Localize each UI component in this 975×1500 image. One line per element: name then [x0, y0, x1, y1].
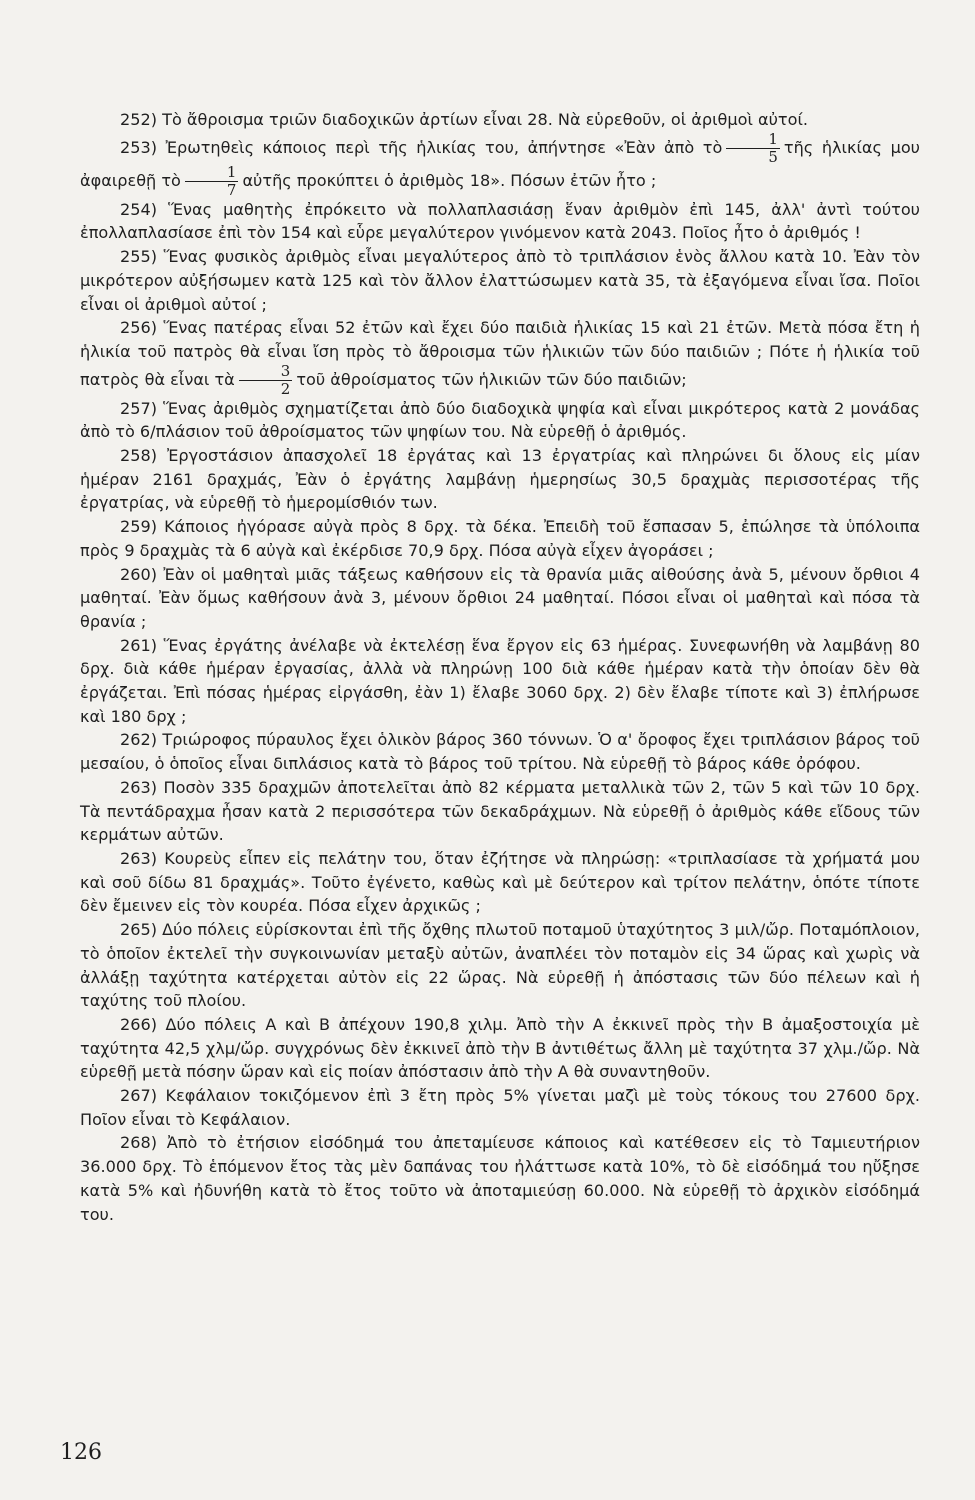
problem-258: 258) Ἐργοστάσιον ἀπασχολεῖ 18 ἐργάτας καὶ 13 ἐργατρίας καὶ πληρώνει δι ὅλους εἰς μίαν ἡμέραν 2161 δραχμάς, Ἐὰν ὁ ἐργάτης λαμβάνῃ ἡμερησίως 30,5 δραχμὰς περισσοτέρας τῆς ἐργατρίας, νὰ εὑρεθῇ τὸ ἡμερομίσθιόν των. [80, 446, 920, 513]
fraction-numerator: 1 [185, 165, 239, 182]
problem-267: 267) Κεφάλαιον τοκιζόμενον ἐπὶ 3 ἔτη πρὸς 5% γίνεται μαζὶ μὲ τοὺς τόκους του 27600 δρχ. Ποῖον εἶναι τὸ Κεφάλαιον. [80, 1086, 920, 1129]
fraction-numerator: 1 [726, 132, 780, 149]
problem-252: 252) Τὸ ἄθροισμα τριῶν διαδοχικῶν ἀρτίων εἶναι 28. Νὰ εὑρεθοῦν, οἱ ἀριθμοὶ αὐτοί. [120, 110, 809, 129]
problem-list [80, 108, 920, 1226]
problem-256 [80, 316, 920, 396]
fraction-denominator: 5 [768, 147, 778, 166]
page-number: 126 [60, 1440, 102, 1465]
problem-253 [80, 129, 920, 199]
fraction-one-fifth [726, 129, 780, 166]
problem-266: 266) Δύο πόλεις Α καὶ Β ἀπέχουν 190,8 χιλμ. Ἀπὸ τὴν Α ἐκκινεῖ πρὸς τὴν Β ἀμαξοστοιχία μὲ ταχύτητα 42,5 χλμ/ὤρ. συγχρόνως δὲν ἐκκινεῖ ἀπὸ τὴν Β ἀντιθέτως ἄλλη μὲ ταχύτητα 37 χλμ./ὤρ. Νὰ εὑρεθῇ μετὰ πόσην ὥραν καὶ εἰς ποίαν ἀπόστασιν ἀπὸ τὴν Α θὰ συναντηθοῦν. [80, 1014, 920, 1082]
problem-263a: 263) Ποσὸν 335 δραχμῶν ἀποτελεῖται ἀπὸ 82 κέρματα μεταλλικὰ τῶν 2, τῶν 5 καὶ τῶν 10 δρχ. Τὰ πεντάδραχμα ἦσαν κατὰ 2 περισσότερα τῶν δεκαδράχμων. Νὰ εὑρεθῇ ὁ ἀριθμὸς κάθε εἴδους τῶν κερμάτων αὐτῶν. [80, 777, 920, 845]
fraction-three-halves [239, 361, 293, 398]
problem-265: 265) Δύο πόλεις εὑρίσκονται ἐπὶ τῆς ὄχθης πλωτοῦ ποταμοῦ ὑταχύτητος 3 μιλ/ὤρ. Ποταμόπλοιον, τὸ ὁποῖον ἐκτελεῖ τὴν συγκοινωνίαν μεταξὺ αὐτῶν, ἀναπλέει τὸν ποταμὸν εἰς 34 ὥρας καὶ χωρὶς νὰ ἀλλάξῃ ταχύτητα κατέρχεται αὐτὸν εἰς 22 ὥρας. Νὰ εὑρεθῇ ἡ ἀπόστασις τῶν δύο πέλεων καὶ ἡ ταχύτης τοῦ πλοίου. [80, 920, 920, 1011]
problem-253-part3: αὐτῆς προκύπτει ὁ ἀριθμὸς 18». Πόσων ἐτῶν ἦτο ; [242, 170, 657, 190]
problem-260: 260) Ἐὰν οἱ μαθηταὶ μιᾶς τάξεως καθήσουν εἰς τὰ θρανία μιᾶς αἰθούσης ἀνὰ 5, μένουν ὄρθιοι 4 μαθηταί. Ἐὰν ὅμως καθήσουν ἀνὰ 3, μένουν ὄρθιοι 24 μαθηταί. Πόσοι εἶναι οἱ μαθηταὶ καὶ πόσα τὰ θρανία ; [80, 564, 920, 631]
problem-261: 261) Ἕνας ἐργάτης ἀνέλαβε νὰ ἐκτελέσῃ ἕνα ἔργον εἰς 63 ἡμέρας. Συνεφωνήθη νὰ λαμβάνῃ 80 δρχ. διὰ κάθε ἡμέραν ἐργασίας, ἀλλὰ νὰ πληρώνῃ 100 διὰ κάθε ἡμέραν κατὰ τὴν ὁποίαν δὲν θὰ ἐργάζεται. Ἐπὶ πόσας ἡμέρας εἰργάσθη, ἐὰν 1) ἔλαβε 3060 δρχ. 2) δὲν ἔλαβε τίποτε καὶ 3) ἐπλήρωσε καὶ 180 δρχ ; [80, 635, 920, 726]
problem-256-part2: τοῦ ἀθροίσματος τῶν ἡλικιῶν τῶν δύο παιδιῶν; [296, 369, 687, 389]
problem-262: 262) Τριώροφος πύραυλος ἔχει ὁλικὸν βάρος 360 τόννων. Ὁ α' ὄροφος ἔχει τριπλάσιον βάρος τοῦ μεσαίου, ὁ ὁποῖος εἶναι διπλάσιος κατὰ τὸ βάρος τοῦ τρίτου. Νὰ εὑρεθῇ τὸ βάρος κάθε ὀρόφου. [80, 730, 920, 774]
problem-254: 254) Ἕνας μαθητὴς ἐπρόκειτο νὰ πολλαπλασιάσῃ ἕναν ἀριθμὸν ἐπὶ 145, ἀλλ' ἀντὶ τούτου ἐπολλαπλασίασε ἐπὶ τὸν 154 καὶ εὗρε μεγαλύτερον γινόμενον κατὰ 2043. Ποῖος ἦτο ὁ ἀριθμός ! [80, 199, 920, 243]
fraction-denominator: 2 [280, 379, 291, 398]
problem-253-part2: τῆς ἡλικίας μου ἀφαιρεθῇ τὸ [80, 137, 920, 190]
fraction-denominator: 7 [226, 180, 237, 199]
problem-268: 268) Ἀπὸ τὸ ἐτήσιον εἰσόδημά του ἀπεταμίευσε κάποιος καὶ κατέθεσεν εἰς τὸ Ταμιευτήριον 36.000 δρχ. Τὸ ἑπόμενον ἔτος τὰς μὲν δαπάνας του ἠλάττωσε κατὰ 10%, τὸ δὲ εἰσόδημά του ηὔξησε κατὰ 5% καὶ ἠδυνήθη κατὰ τὸ ἔτος τοῦτο νὰ ἀποταμιεύσῃ 60.000. Νὰ εὑρεθῇ τὸ ἀρχικὸν εἰσόδημά του. [80, 1133, 920, 1224]
problem-259: 259) Κάποιος ἠγόρασε αὐγὰ πρὸς 8 δρχ. τὰ δέκα. Ἐπειδὴ τοῦ ἔσπασαν 5, ἐπώλησε τὰ ὑπόλοιπα πρὸς 9 δραχμὰς τὰ 6 αὐγὰ καὶ ἐκέρδισε 70,9 δρχ. Πόσα αὐγὰ εἶχεν ἀγοράσει ; [80, 517, 920, 560]
problem-255: 255) Ἕνας φυσικὸς ἀριθμὸς εἶναι μεγαλύτερος ἀπὸ τὸ τριπλάσιον ἑνὸς ἄλλου κατὰ 10. Ἐὰν τὸν μικρότερον αὐξήσωμεν κατὰ 125 καὶ τὸν ἄλλον ἐλαττώσωμεν κατὰ 35, τὰ ἐξαγόμενα εἶναι ἴσα. Ποῖοι εἶναι οἱ ἀριθμοὶ αὐτοί ; [80, 247, 920, 314]
problem-253-part1: 253) Ἐρωτηθεὶς κάποιος περὶ τῆς ἡλικίας του, ἀπήντησε «Ἐὰν ἀπὸ τὸ [120, 137, 723, 157]
problem-263b: 263) Κουρεὺς εἶπεν εἰς πελάτην του, ὅταν ἐζήτησε νὰ πληρώσῃ: «τριπλασίασε τὰ χρήματά μου καὶ σοῦ δίδω 81 δραχμάς». Τοῦτο ἐγένετο, καθὼς καὶ μὲ δεύτερον καὶ τρίτον πελάτην, ὁπότε τίποτε δὲν ἔμεινεν εἰς τὸν κουρέα. Πόσα εἶχεν ἀρχικῶς ; [80, 848, 920, 916]
problem-256-part1: 256) Ἕνας πατέρας εἶναι 52 ἐτῶν καὶ ἔχει δύο παιδιὰ ἡλικίας 15 καὶ 21 ἐτῶν. Μετὰ πόσα ἔτη ἡ ἡλικία τοῦ πατρὸς θὰ εἶναι ἴση πρὸς τὸ ἄθροισμα τῶν ἡλικιῶν τῶν δύο παιδιῶν ; Πότε ἡ ἡλικία τοῦ πατρὸς θὰ εἶναι τὰ [80, 318, 920, 389]
fraction-one-seventh [185, 162, 239, 199]
fraction-numerator: 3 [239, 364, 293, 381]
problem-257: 257) Ἕνας ἀριθμὸς σχηματίζεται ἀπὸ δύο διαδοχικὰ ψηφία καὶ εἶναι μικρότερος κατὰ 2 μονάδας ἀπὸ τὸ 6/πλάσιον τοῦ ἀθροίσματος τῶν ψηφίων του. Νὰ εὑρεθῇ ὁ ἀριθμός. [80, 398, 920, 442]
